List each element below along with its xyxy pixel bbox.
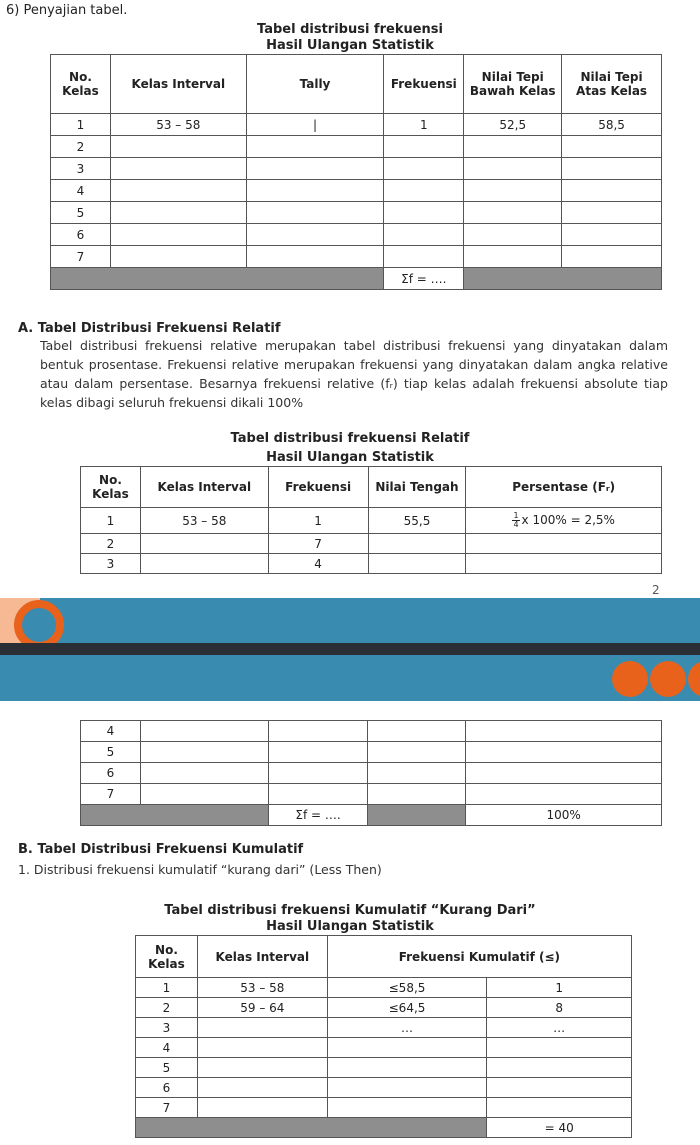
table4-title: Tabel distribusi frekuensi Kumulatif “Kurang Dari” (164, 903, 536, 918)
section-heading: 6) Penyajian tabel. (6, 3, 128, 18)
relative-frequency-table-continued (80, 720, 662, 826)
table-row (81, 508, 662, 534)
cell: 6 (51, 224, 111, 246)
decorative-band-bottom (0, 655, 700, 701)
table-header-row (136, 936, 632, 978)
header-cell: Nilai Tengah (368, 467, 466, 508)
table2-subtitle: Hasil Ulangan Statistik (266, 450, 434, 465)
table-row (51, 202, 662, 224)
table-row (81, 742, 662, 763)
cell: ≤64,5 (327, 998, 487, 1018)
cell: 52,5 (464, 114, 562, 136)
table-header-row (51, 55, 662, 114)
cell: | (246, 114, 384, 136)
header-cell: No. Kelas (51, 55, 111, 114)
cell: 53 – 58 (110, 114, 246, 136)
cell: 53 – 58 (140, 508, 268, 534)
table-row (136, 978, 632, 998)
cell: 3 (136, 1018, 198, 1038)
page-number: 2 (652, 583, 660, 597)
table-row (136, 1078, 632, 1098)
table-row (136, 998, 632, 1018)
table-row (81, 721, 662, 742)
part-b-heading: B. Tabel Distribusi Frekuensi Kumulatif (18, 842, 304, 857)
cell: 4 (51, 180, 111, 202)
table-row (81, 763, 662, 784)
cell: 1 (268, 508, 368, 534)
decorative-dark-strip (0, 643, 700, 655)
total-row (136, 1118, 632, 1138)
header-cell: Tally (246, 55, 384, 114)
table4-subtitle: Hasil Ulangan Statistik (266, 919, 434, 934)
header-cell: Kelas Interval (110, 55, 246, 114)
table-row (136, 1098, 632, 1118)
header-cell: No. Kelas (136, 936, 198, 978)
table-row (81, 784, 662, 805)
cell: ≤58,5 (327, 978, 487, 998)
cell: 3 (51, 158, 111, 180)
cell: 1 (384, 114, 464, 136)
cell: … (327, 1018, 487, 1038)
total-cell: 100% (466, 805, 662, 826)
cell: 8 (487, 998, 632, 1018)
cell: 5 (136, 1058, 198, 1078)
cell: 6 (136, 1078, 198, 1098)
dot-icon (612, 661, 648, 697)
frequency-table (50, 54, 662, 290)
cell: 4 (268, 554, 368, 574)
header-cell: Frekuensi Kumulatif (≤) (327, 936, 631, 978)
header-cell: Frekuensi (268, 467, 368, 508)
sum-cell: Σf = …. (268, 805, 368, 826)
cell: 2 (136, 998, 198, 1018)
cell: 7 (136, 1098, 198, 1118)
table2-title: Tabel distribusi frekuensi Relatif (230, 431, 470, 446)
table-row (51, 224, 662, 246)
header-cell: Kelas Interval (140, 467, 268, 508)
cell: 2 (81, 534, 141, 554)
table-row (136, 1038, 632, 1058)
sum-cell: Σf = …. (384, 268, 464, 290)
cell: 58,5 (562, 114, 662, 136)
cell: … (487, 1018, 632, 1038)
cell: 4 (136, 1038, 198, 1058)
header-cell: No. Kelas (81, 467, 141, 508)
cell: 7 (268, 534, 368, 554)
cell: 1 (81, 508, 141, 534)
fraction: $\frac{1}{4}$ (513, 511, 519, 529)
cell: 1 (487, 978, 632, 998)
cell: 53 – 58 (197, 978, 327, 998)
table-row (81, 554, 662, 574)
part-a-paragraph: Tabel distribusi frekuensi relative merupakan tabel distribusi frekuensi yang dinyatakan dalam bentuk prosentase. Frekuensi relative merupakan frekuensi yang dinyatakan dalam angka relative atau dalam persentase. Besarnya frekuensi relative (fᵣ) tiap kelas adalah frekuensi absolute tiap kelas dibagi seluruh frekuensi dikali 100% (40, 338, 668, 410)
dot-icon (650, 661, 686, 697)
part-a-heading: A. Tabel Distribusi Frekuensi Relatif (18, 321, 281, 336)
cell: 5 (81, 742, 141, 763)
table-row (51, 246, 662, 268)
percentage-cell: $\frac{1}{4}$ x 100% = 2,5% (466, 508, 662, 534)
cell: 1 (51, 114, 111, 136)
cell: 7 (81, 784, 141, 805)
table-row (136, 1018, 632, 1038)
table-header-row (81, 467, 662, 508)
cell: 55,5 (368, 508, 466, 534)
cumulative-frequency-table (135, 935, 632, 1138)
cell: 3 (81, 554, 141, 574)
cell: 7 (51, 246, 111, 268)
part-b-item-1: 1. Distribusi frekuensi kumulatif “kurang dari” (Less Then) (18, 862, 382, 877)
table-row (51, 180, 662, 202)
table-row (51, 158, 662, 180)
header-cell: Nilai Tepi Bawah Kelas (464, 55, 562, 114)
table-row (136, 1058, 632, 1078)
cell: 4 (81, 721, 141, 742)
header-cell: Kelas Interval (197, 936, 327, 978)
cell: 2 (51, 136, 111, 158)
sum-row (51, 268, 662, 290)
header-cell: Frekuensi (384, 55, 464, 114)
table-row (51, 136, 662, 158)
header-cell: Nilai Tepi Atas Kelas (562, 55, 662, 114)
decorative-band-top (0, 598, 700, 646)
header-cell: Persentase (Fᵣ) (466, 467, 662, 508)
cell: 6 (81, 763, 141, 784)
table-row (51, 114, 662, 136)
sum-row (81, 805, 662, 826)
cell: 5 (51, 202, 111, 224)
table1-title: Tabel distribusi frekuensi (257, 22, 443, 37)
table-row (81, 534, 662, 554)
total-cell: = 40 (487, 1118, 632, 1138)
table1-subtitle: Hasil Ulangan Statistik (266, 38, 434, 53)
relative-frequency-table (80, 466, 662, 574)
cell: 1 (136, 978, 198, 998)
cell: 59 – 64 (197, 998, 327, 1018)
